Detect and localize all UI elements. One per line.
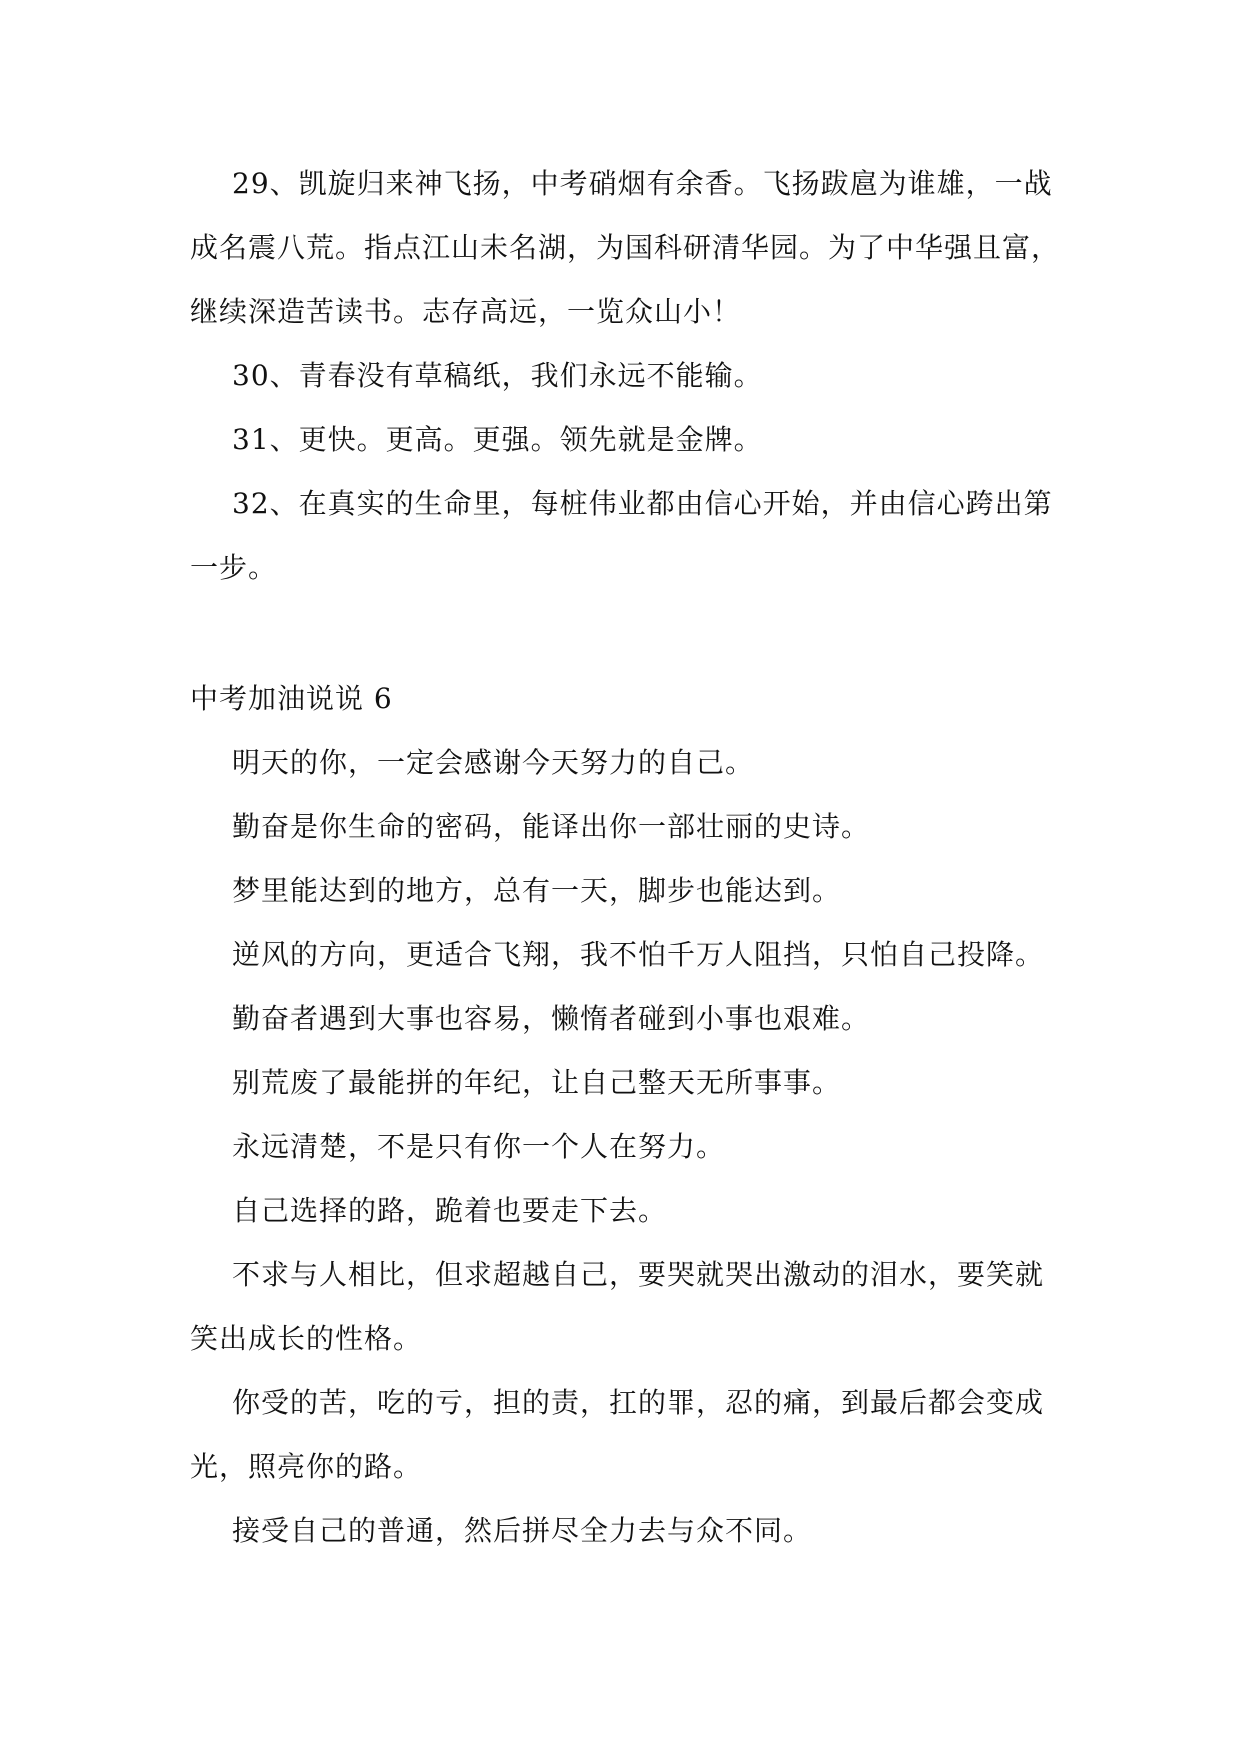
- quote-9-line-2: 笑出成长的性格。: [190, 1322, 423, 1355]
- paragraph-30: 30、青春没有草稿纸，我们永远不能输。: [232, 359, 763, 392]
- quote-10-line-2: 光，照亮你的路。: [190, 1450, 423, 1483]
- paragraph-29-line-3: 继续深造苦读书。志存高远，一览众山小！: [190, 295, 742, 328]
- quote-1: 明天的你，一定会感谢今天努力的自己。: [232, 746, 755, 779]
- quote-7: 永远清楚，不是只有你一个人在努力。: [232, 1130, 726, 1163]
- section-title: 中考加油说说 6: [190, 682, 393, 715]
- quote-2: 勤奋是你生命的密码，能译出你一部壮丽的史诗。: [232, 810, 871, 843]
- paragraph-32-line-2: 一步。: [190, 551, 278, 584]
- quote-3: 梦里能达到的地方，总有一天，脚步也能达到。: [232, 874, 842, 907]
- quote-4: 逆风的方向，更适合飞翔，我不怕千万人阻挡，只怕自己投降。: [232, 938, 1045, 971]
- paragraph-31: 31、更快。更高。更强。领先就是金牌。: [232, 423, 763, 456]
- quote-9-line-1: 不求与人相比，但求超越自己，要哭就哭出激动的泪水，要笑就: [232, 1258, 1045, 1291]
- quote-8: 自己选择的路，跪着也要走下去。: [232, 1194, 668, 1227]
- quote-11: 接受自己的普通，然后拼尽全力去与众不同。: [232, 1514, 813, 1547]
- paragraph-32-line-1: 32、在真实的生命里，每桩伟业都由信心开始，并由信心跨出第: [232, 487, 1053, 520]
- paragraph-29-line-1: 29、凯旋归来神飞扬，中考硝烟有余香。飞扬跋扈为谁雄，一战: [232, 167, 1053, 200]
- quote-6: 别荒废了最能拼的年纪，让自己整天无所事事。: [232, 1066, 842, 1099]
- paragraph-29-line-2: 成名震八荒。指点江山未名湖，为国科研清华园。为了中华强且富，: [190, 231, 1061, 264]
- quote-5: 勤奋者遇到大事也容易，懒惰者碰到小事也艰难。: [232, 1002, 871, 1035]
- quote-10-line-1: 你受的苦，吃的亏，担的责，扛的罪，忍的痛，到最后都会变成: [232, 1386, 1045, 1419]
